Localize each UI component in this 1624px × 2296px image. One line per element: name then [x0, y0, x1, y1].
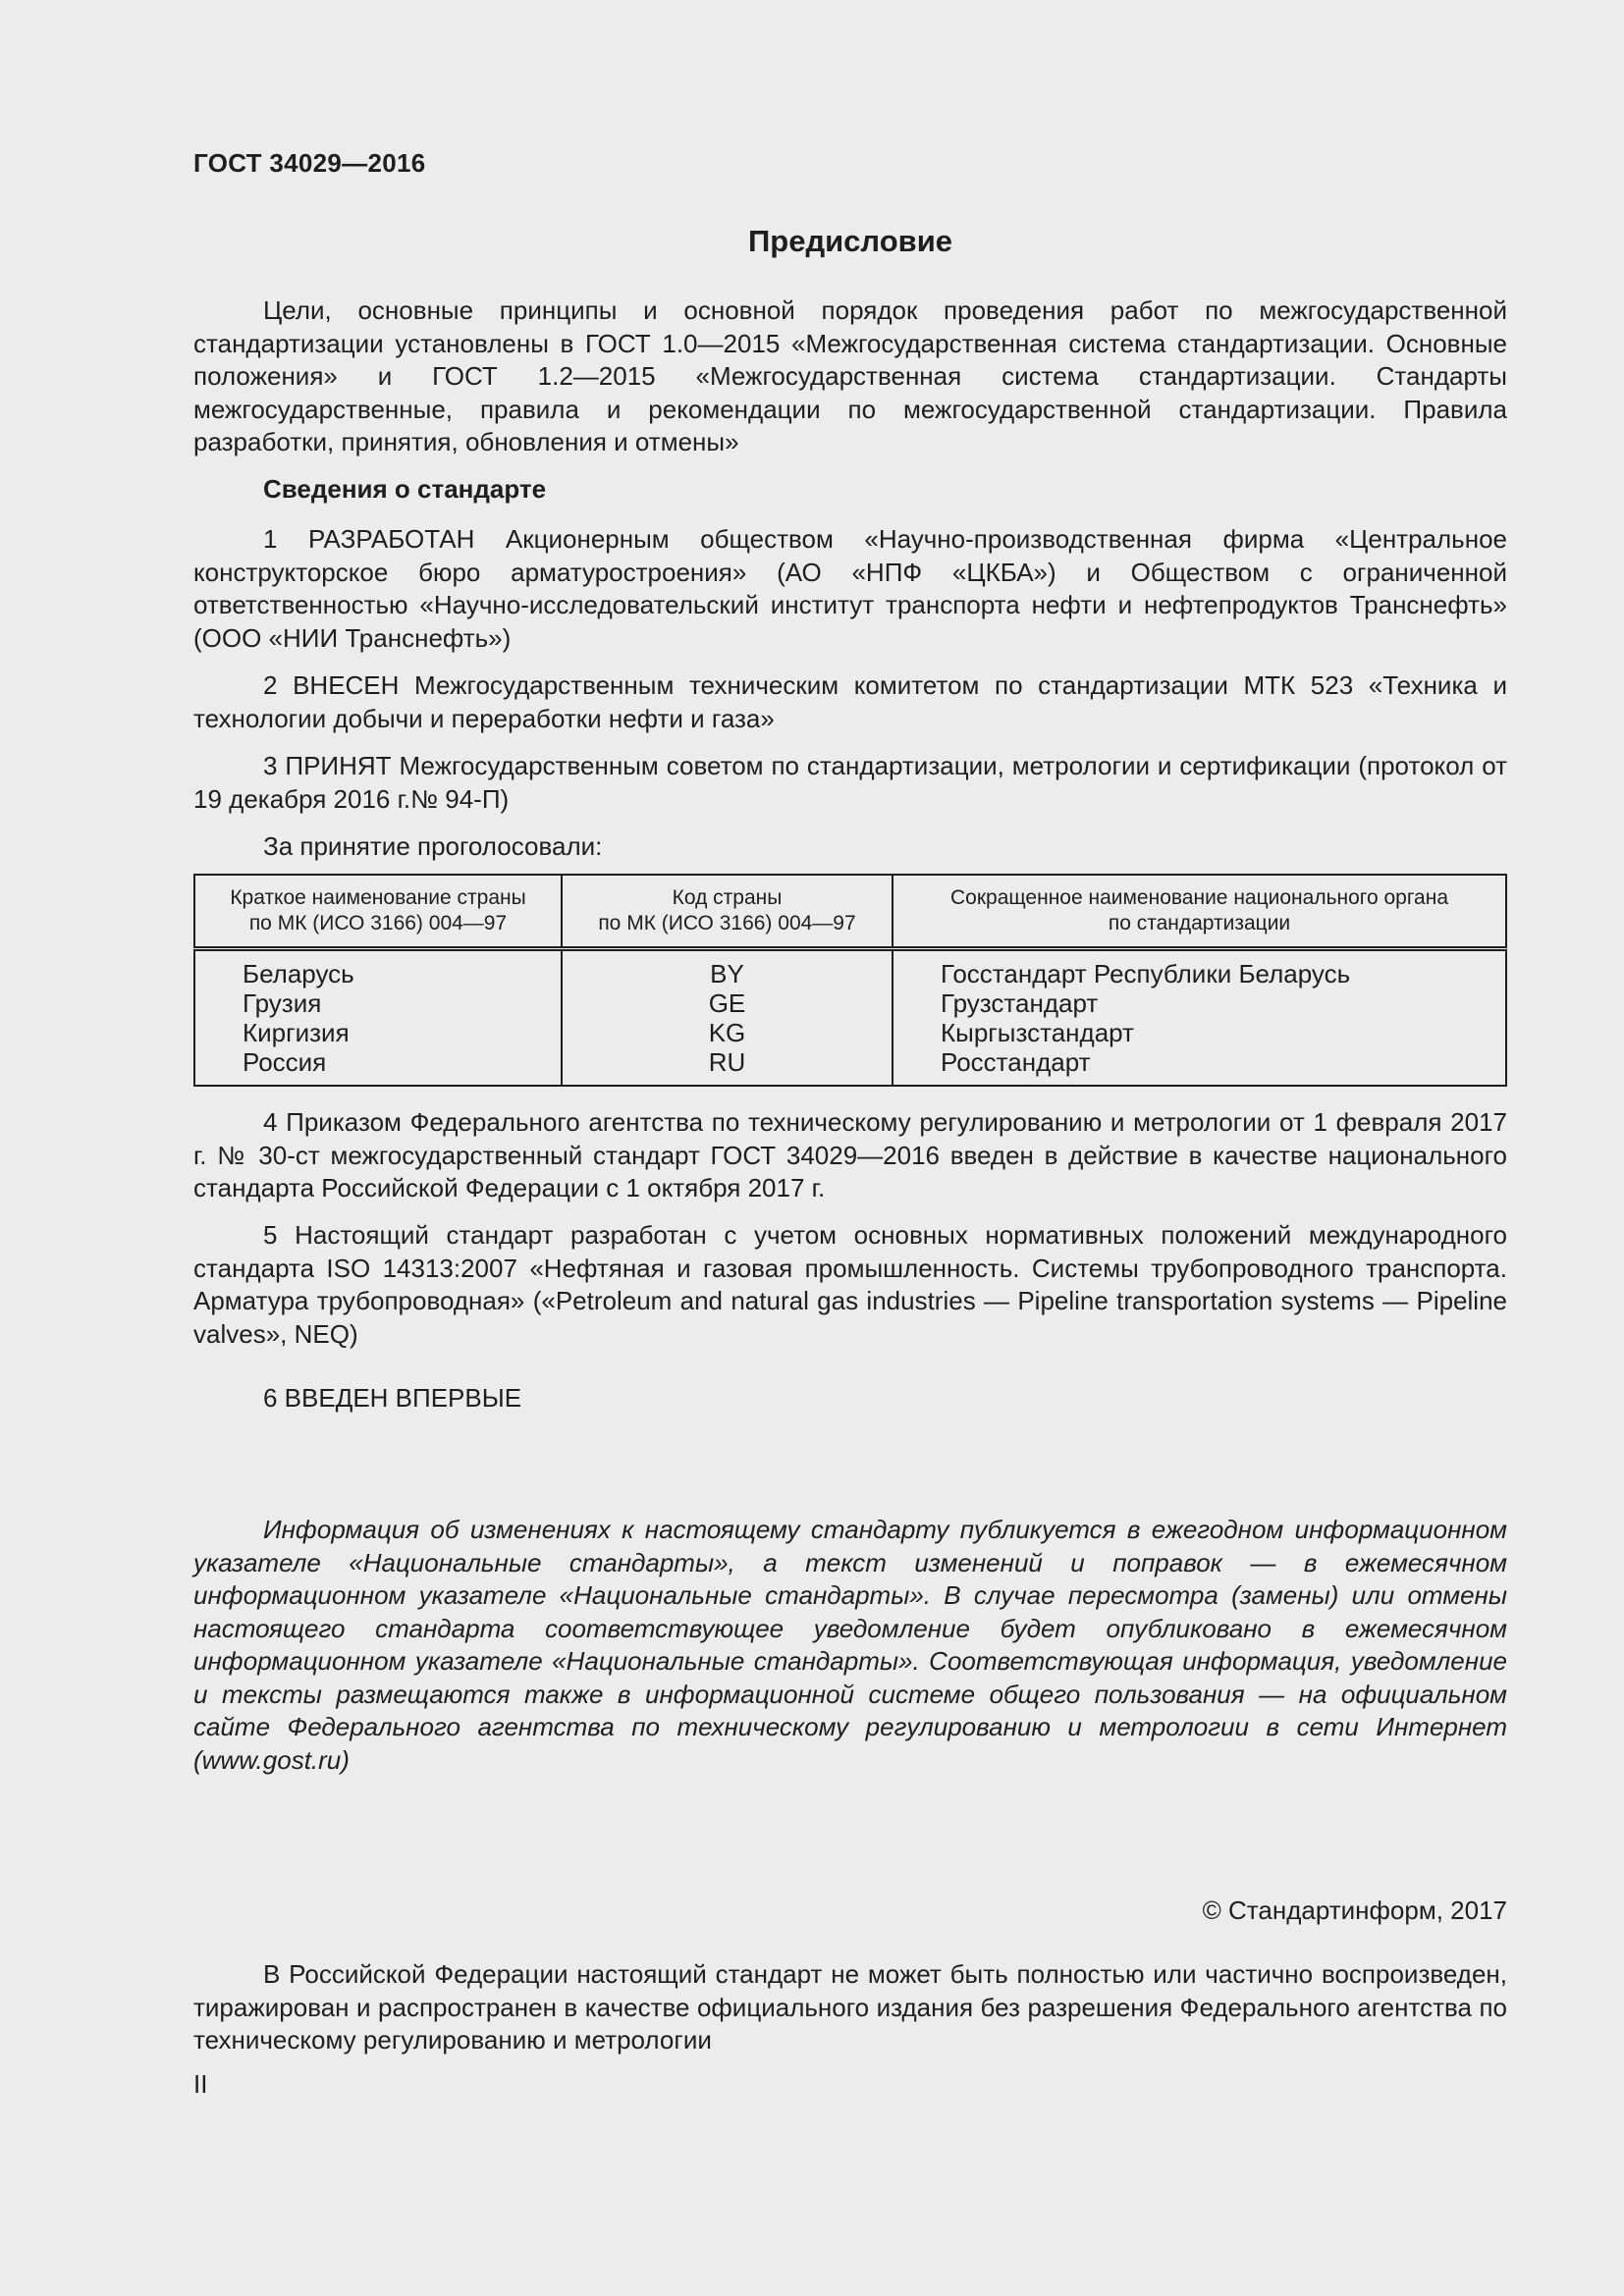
table-header-row: [194, 875, 1506, 949]
page-number: II: [193, 2069, 208, 2099]
country-cell: Беларусь Грузия Киргизия Россия: [194, 949, 562, 1087]
intro-paragraph: Цели, основные принципы и основной порядок проведения работ по межгосударственной стандартизации установлены в ГОСТ 1.0—2015 «Межгосударственная система стандартизации. Основные положения» и ГОСТ 1.2—2015 «Межгосударственная система стандартизации. Стандарты межгосударственные, правила и рекомендации по межгосударственной стандартизации. Правила разработки, принятия, обновления и отмены»: [193, 295, 1507, 456]
rights-notice: В Российской Федерации настоящий стандарт не может быть полностью или частично воспроизведен, тиражирован и распространен в качестве официального издания без разрешения Федерального агентства по техническому регулированию и метрологии: [193, 1959, 1507, 2055]
table-header-country: Краткое наименование страны по МК (ИСО 3166) 004—97: [194, 875, 562, 949]
document-number-header: ГОСТ 34029—2016: [193, 148, 426, 178]
voted-label: За принятие проголосовали:: [263, 831, 603, 861]
item-introduced: 2 ВНЕСЕН Межгосударственным техническим комитетом по стандартизации МТК 523 «Техника и технологии добычи и переработки нефти и газа»: [193, 670, 1507, 733]
item-developed: 1 РАЗРАБОТАН Акционерным обществом «Научно-производственная фирма «Центральное конструкторское бюро арматуростроения» (АО «НПФ «ЦКБА») и Обществом с ограниченной ответственностью «Научно-исследовательский институт транспорта нефти и нефтепродуктов Транснефть» (ООО «НИИ Транснефть»): [193, 524, 1507, 653]
section-subtitle: Сведения о стандарте: [263, 474, 547, 504]
table-header-code: Код страны по МК (ИСО 3166) 004—97: [562, 875, 893, 949]
table-header-body: Сокращенное наименование национального органа по стандартизации: [893, 875, 1506, 949]
table-row: [194, 949, 1506, 1087]
body-cell: Госстандарт Республики Беларусь Грузстандарт Кыргызстандарт Росстандарт: [941, 959, 1351, 1077]
code-cell: BY GE KG RU: [562, 949, 893, 1087]
info-notice: Информация об изменениях к настоящему стандарту публикуется в ежегодном информационном указателе «Национальные стандарты», а текст изменений и поправок — в ежемесячном информационном указателе «Национальные стандарты». В случае пересмотра (замены) или отмены настоящего стандарта соответствующее уведомление будет опубликовано в ежемесячном информационном указателе «Национальные стандарты». Соответствующая информация, уведомление и тексты размещаются также в информационной системе общего пользования — на официальном сайте Федерального агентства по техническому регулированию и метрологии в сети Интернет (www.gost.ru): [193, 1515, 1507, 1775]
voting-countries-table: [193, 874, 1507, 1087]
item-adopted: 3 ПРИНЯТ Межгосударственным советом по стандартизации, метрологии и сертификации (протокол от 19 декабря 2016 г.№ 94-П): [193, 751, 1507, 814]
copyright-line: © Стандартинформ, 2017: [1202, 1896, 1507, 1925]
item-order: 4 Приказом Федерального агентства по техническому регулированию и метрологии от 1 февраля 2017 г. № 30-ст межгосударственный стандарт ГОСТ 34029—2016 введен в действие в качестве национального стандарта Российской Федерации с 1 октября 2017 г.: [193, 1107, 1507, 1202]
page-title: Предисловие: [747, 224, 952, 258]
item-basis: 5 Настоящий стандарт разработан с учетом основных нормативных положений международного стандарта ISO 14313:2007 «Нефтяная и газовая промышленность. Системы трубопроводного транспорта. Арматура трубопроводная» («Petroleum and natural gas industries — Pipeline transportation systems — Pipeline valves», NEQ): [193, 1220, 1507, 1349]
item-first: 6 ВВЕДЕН ВПЕРВЫЕ: [263, 1383, 522, 1413]
